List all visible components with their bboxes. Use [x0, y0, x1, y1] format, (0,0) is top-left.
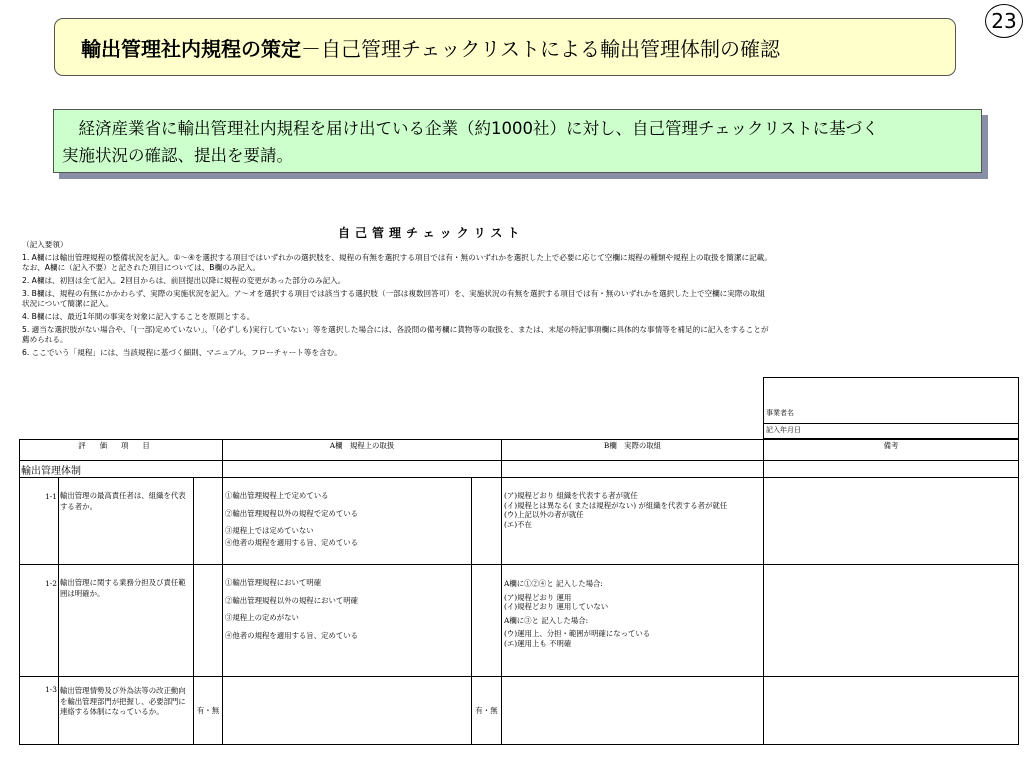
instruction-item: 1. A欄には輸出管理規程の整備状況を記入。①～④を選択する項目ではいずれかの選択肢を、規程の有無を選択する項目では有・無のいずれかを選択した上で必要に応じて空欄に規程の種類や規程上の取扱を簡潔に記載。なお、A欄に（記入不要）と記された項目については、B欄のみ記入。	[22, 252, 772, 273]
instruction-item: 4. B欄には、最近1年間の事実を対象に記入することを原則とする。	[22, 312, 255, 322]
title-sub: －自己管理チェックリストによる輸出管理体制の確認	[301, 36, 780, 61]
table-header-row	[20, 440, 1019, 461]
b-free-text-cell[interactable]	[502, 677, 764, 745]
item-question: 輸出管理に関する業務分担及び責任範囲は明確か。	[59, 565, 194, 677]
b-condition-heading: A欄に③と 記入した場合:	[504, 615, 589, 625]
b-select-cell[interactable]	[472, 565, 502, 677]
checklist-table	[19, 439, 1019, 745]
b-option[interactable]: (ウ)上記以外の者が就任	[504, 510, 584, 519]
a-options	[223, 565, 472, 677]
a-options	[223, 478, 472, 565]
instructions	[22, 240, 772, 361]
section-empty-b	[502, 461, 764, 478]
item-question: 輸出管理情勢及び外為法等の改正動向を輸出管理部門が把握し、必要部門に連絡する体制になっているか。	[59, 677, 194, 745]
a-option[interactable]: ②輸出管理規程以外の規程において明確	[225, 595, 359, 605]
item-number: 1-1	[20, 478, 59, 565]
a-option[interactable]: ①輸出管理規程上で定めている	[225, 491, 329, 500]
b-option[interactable]: (イ)規程とは異なる( または規程がない) が組織を代表する者が就任	[504, 500, 728, 510]
section-empty-remarks	[764, 461, 1019, 478]
a-select-cell[interactable]	[194, 478, 223, 565]
a-option[interactable]: ②輸出管理規程以外の規程で定めている	[225, 508, 359, 518]
a-option[interactable]: ③規程上では定めていない	[225, 526, 314, 535]
header-eval-item: 評価項目	[20, 440, 223, 461]
instruction-item: 2. A欄は、初回は全て記入。2回目からは、前回提出以降に規程の変更があった部分のみ記入。	[22, 276, 346, 286]
summary-callout	[53, 109, 982, 173]
b-select-cell[interactable]	[472, 478, 502, 565]
section-label: 輸出管理体制	[20, 461, 223, 478]
section-empty-a	[223, 461, 502, 478]
header-remarks: 備考	[764, 440, 1019, 461]
callout-line-2: 実施状況の確認、提出を要請。	[62, 146, 293, 165]
b-option[interactable]: (ウ)運用上、分担・範囲が明確になっている	[504, 629, 651, 638]
title-main: 輸出管理社内規程の策定	[81, 36, 301, 61]
header-a-column: A欄 規程上の取扱	[223, 440, 502, 461]
b-options	[502, 565, 764, 677]
b-option[interactable]: (エ)不在	[504, 519, 532, 529]
a-option[interactable]: ④他者の規程を適用する旨、定めている	[225, 630, 359, 640]
page-number: 23	[985, 4, 1023, 38]
a-yes-no-select[interactable]: 有・無	[194, 677, 223, 745]
company-name-field[interactable]	[764, 408, 1018, 424]
a-option[interactable]: ③規程上の定めがない	[225, 613, 299, 622]
item-number: 1-3	[20, 677, 59, 745]
b-option[interactable]: (ア)規程どおり 組織を代表する者が就任	[504, 491, 638, 500]
checklist-title: 自己管理チェックリスト	[338, 226, 525, 240]
entry-date-label: 記入年月日	[766, 426, 801, 434]
b-option[interactable]: (イ)規程どおり 運用していない	[504, 602, 609, 611]
table-row	[20, 565, 1019, 677]
slide-title	[54, 18, 956, 76]
remarks-cell[interactable]	[764, 478, 1019, 565]
b-condition-heading: A欄に①②④と 記入した場合:	[504, 579, 603, 588]
b-yes-no-select[interactable]: 有・無	[472, 677, 502, 745]
callout-line-1: 経済産業省に輸出管理社内規程を届け出ている企業（約1000社）に対し、自己管理チェックリストに基づく	[62, 119, 879, 138]
instruction-item: 3. B欄は、規程の有無にかかわらず、実際の実施状況を記入。ア～オを選択する項目では該当する選択肢（一部は複数回答可）を、実施状況の有無を選択する項目では有・無のいずれかを選択した上で空欄に実際の取組状況について簡潔に記入。	[22, 288, 766, 309]
company-name-label: 事業者名	[766, 409, 794, 417]
b-option[interactable]: (ア)規程どおり 運用	[504, 592, 572, 602]
remarks-cell[interactable]	[764, 677, 1019, 745]
section-row	[20, 461, 1019, 478]
b-options	[502, 478, 764, 565]
table-row	[20, 677, 1019, 745]
item-number: 1-2	[20, 565, 59, 677]
remarks-cell[interactable]	[764, 565, 1019, 677]
respondent-info-box	[763, 377, 1019, 439]
header-b-column: B欄 実際の取組	[502, 440, 764, 461]
a-option[interactable]: ①輸出管理規程において明確	[225, 578, 322, 587]
instructions-heading: （記入要領）	[22, 240, 68, 249]
a-free-text-cell[interactable]	[223, 677, 472, 745]
b-option[interactable]: (エ)運用上も 不明確	[504, 638, 572, 648]
instruction-item: 5. 適当な選択肢がない場合や、「(一部)定めていない」、「(必ずしも)実行していない」等を選択した場合には、各設問の備考欄に貨物等の取扱を、または、末尾の特記事項欄に具体的な事情等を補足的に記入をすることが薦められる。	[22, 325, 769, 345]
item-question: 輸出管理の最高責任者は、組織を代表する者か。	[59, 478, 194, 565]
table-row	[20, 478, 1019, 565]
a-select-cell[interactable]	[194, 565, 223, 677]
instruction-item: 6. ここでいう「規程」には、当該規程に基づく細則、マニュアル、フローチャート等を含む。	[22, 348, 342, 358]
entry-date-field[interactable]	[764, 425, 1018, 439]
a-option[interactable]: ④他者の規程を適用する旨、定めている	[225, 537, 359, 547]
